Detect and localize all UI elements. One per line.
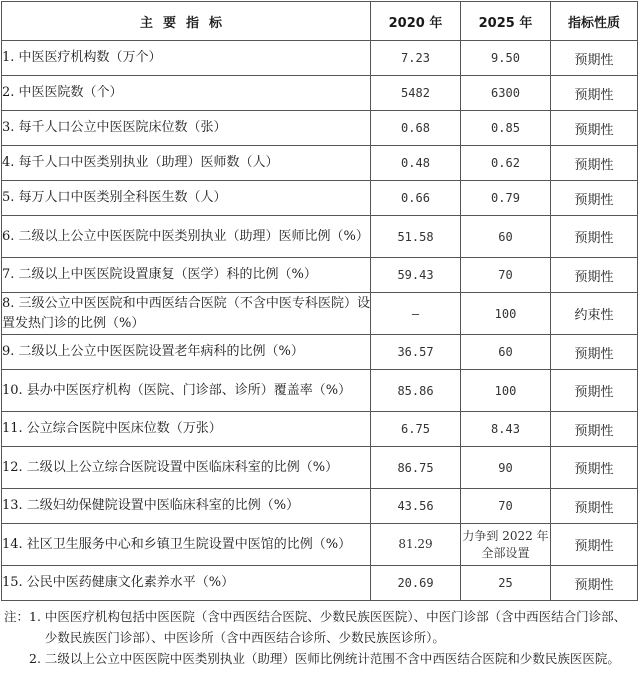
- indicator-name: 10. 县办中医医疗机构（医院、门诊部、诊所）覆盖率（%）: [2, 370, 371, 412]
- value-2025: 70: [461, 258, 551, 293]
- value-2025: 25: [461, 566, 551, 601]
- note-text: 二级以上公立中医医院中医类别执业（助理）医师比例统计范围不含中西医结合医院和少数民族医医院。: [44, 651, 620, 666]
- value-2020: 81.29: [371, 524, 461, 566]
- value-2025: 6300: [461, 76, 551, 111]
- indicator-name: 8. 三级公立中医医院和中西医结合医院（不含中医专科医院）设置发热门诊的比例（%）: [2, 293, 371, 335]
- value-2025: 90: [461, 447, 551, 489]
- table-row: [2, 258, 638, 293]
- note-number: 2.: [29, 651, 45, 666]
- note-number: 1.: [29, 609, 45, 624]
- indicator-name: 12. 二级以上公立综合医院设置中医临床科室的比例（%）: [2, 447, 371, 489]
- note-text: 中医医疗机构包括中医医院（含中西医结合医院、少数民族医医院）、中医门诊部（含中西医结合门诊部、少数民族医门诊部）、中医诊所（含中西医结合诊所、少数民族医诊所）。: [44, 609, 627, 645]
- indicator-name: 9. 二级以上公立中医医院设置老年病科的比例（%）: [2, 335, 371, 370]
- indicator-name: 15. 公民中医药健康文化素养水平（%）: [2, 566, 371, 601]
- indicator-name: 3. 每千人口公立中医医院床位数（张）: [2, 111, 371, 146]
- value-2025: 8.43: [461, 412, 551, 447]
- table-row: [2, 566, 638, 601]
- indicator-name: 14. 社区卫生服务中心和乡镇卫生院设置中医馆的比例（%）: [2, 524, 371, 566]
- table-row: [2, 447, 638, 489]
- indicator-property: 预期性: [551, 181, 638, 216]
- value-2025: 70: [461, 489, 551, 524]
- indicator-name: 7. 二级以上中医医院设置康复（医学）科的比例（%）: [2, 258, 371, 293]
- indicator-property: 预期性: [551, 216, 638, 258]
- indicator-property: 预期性: [551, 524, 638, 566]
- table-row: [2, 76, 638, 111]
- table-row: [2, 489, 638, 524]
- indicator-name: 11. 公立综合医院中医床位数（万张）: [2, 412, 371, 447]
- value-2025: 0.79: [461, 181, 551, 216]
- note-item: [4, 648, 636, 669]
- value-2025: 60: [461, 216, 551, 258]
- table-header-row: [2, 2, 638, 41]
- indicator-property: 预期性: [551, 489, 638, 524]
- indicator-property: 预期性: [551, 412, 638, 447]
- value-2025: 100: [461, 370, 551, 412]
- indicator-property: 预期性: [551, 566, 638, 601]
- value-2025: 0.62: [461, 146, 551, 181]
- value-2020: 0.68: [371, 111, 461, 146]
- indicator-name: 1. 中医医疗机构数（万个）: [2, 41, 371, 76]
- header-2020: 2020 年: [371, 2, 461, 41]
- indicator-property: 预期性: [551, 146, 638, 181]
- indicator-property: 预期性: [551, 447, 638, 489]
- table-row: [2, 524, 638, 566]
- table-row: [2, 146, 638, 181]
- indicator-property: 预期性: [551, 111, 638, 146]
- table-row: [2, 181, 638, 216]
- value-2020: —: [371, 293, 461, 335]
- indicator-property: 预期性: [551, 370, 638, 412]
- header-2025: 2025 年: [461, 2, 551, 41]
- value-2020: 85.86: [371, 370, 461, 412]
- value-2020: 20.69: [371, 566, 461, 601]
- table-row: [2, 41, 638, 76]
- indicator-name: 4. 每千人口中医类别执业（助理）医师数（人）: [2, 146, 371, 181]
- table-row: [2, 216, 638, 258]
- table-row: [2, 293, 638, 335]
- table-notes: [4, 606, 636, 669]
- indicator-name: 5. 每万人口中医类别全科医生数（人）: [2, 181, 371, 216]
- table-row: [2, 111, 638, 146]
- value-2025: 9.50: [461, 41, 551, 76]
- indicator-property: 预期性: [551, 335, 638, 370]
- indicator-name: 13. 二级妇幼保健院设置中医临床科室的比例（%）: [2, 489, 371, 524]
- header-property: 指标性质: [551, 2, 638, 41]
- value-2020: 59.43: [371, 258, 461, 293]
- value-2020: 36.57: [371, 335, 461, 370]
- indicator-name: 2. 中医医院数（个）: [2, 76, 371, 111]
- value-2020: 43.56: [371, 489, 461, 524]
- value-2025: 60: [461, 335, 551, 370]
- value-2020: 5482: [371, 76, 461, 111]
- value-2020: 7.23: [371, 41, 461, 76]
- table-row: [2, 370, 638, 412]
- indicator-property: 预期性: [551, 41, 638, 76]
- indicator-name: 6. 二级以上公立中医医院中医类别执业（助理）医师比例（%）: [2, 216, 371, 258]
- value-2025: 100: [461, 293, 551, 335]
- note-prefix: 注：: [4, 609, 30, 624]
- indicator-property: 预期性: [551, 76, 638, 111]
- header-indicator: 主要指标: [2, 2, 371, 41]
- value-2020: 86.75: [371, 447, 461, 489]
- note-item: [4, 606, 636, 648]
- indicator-property: 预期性: [551, 258, 638, 293]
- indicator-property: 约束性: [551, 293, 638, 335]
- value-2025: 力争到 2022 年全部设置: [461, 524, 551, 566]
- value-2020: 0.48: [371, 146, 461, 181]
- value-2020: 6.75: [371, 412, 461, 447]
- table-row: [2, 412, 638, 447]
- value-2025: 0.85: [461, 111, 551, 146]
- value-2020: 51.58: [371, 216, 461, 258]
- indicator-table: [1, 1, 638, 601]
- table-row: [2, 335, 638, 370]
- value-2020: 0.66: [371, 181, 461, 216]
